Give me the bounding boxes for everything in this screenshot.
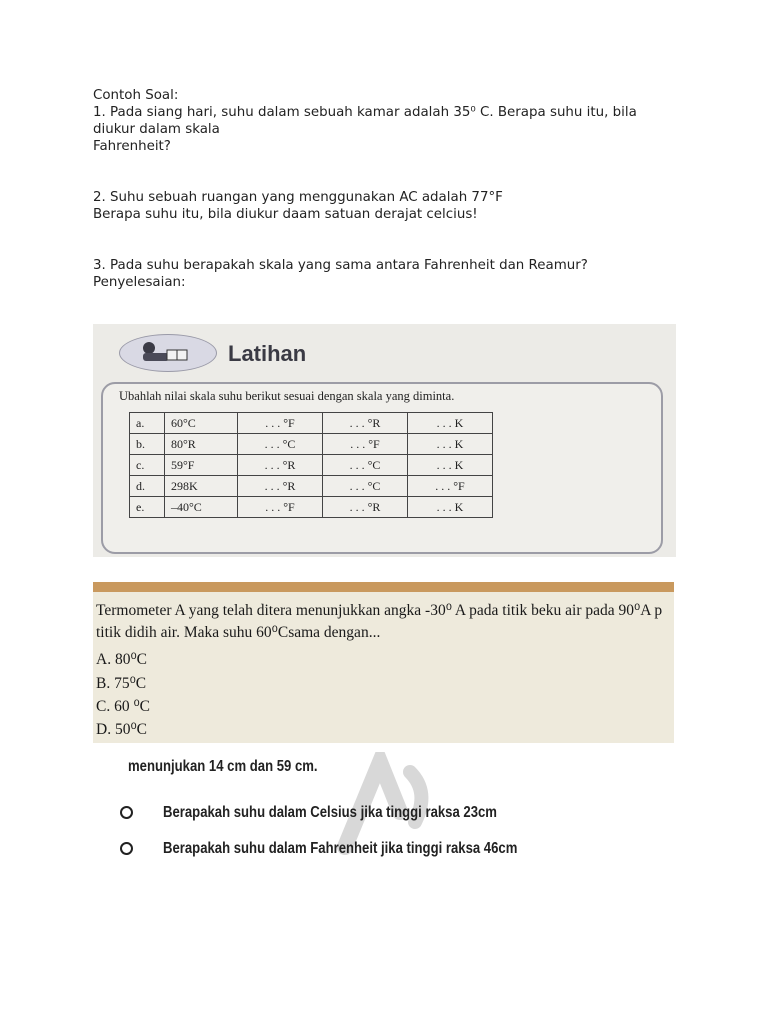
raksa-question-image <box>120 752 560 872</box>
table-cell: 298K <box>165 476 238 497</box>
termometer-line-1: Termometer A yang telah ditera menunjukkan angka -30⁰ A pada titik beku air pada 90⁰A p <box>96 602 663 619</box>
table-cell: . . . K <box>408 455 493 476</box>
table-row <box>130 413 493 434</box>
table-cell: a. <box>130 413 165 434</box>
question-2-line-2: Berapa suhu itu, bila diukur daam satuan derajat celcius! <box>93 207 478 222</box>
table-cell: . . . K <box>408 434 493 455</box>
table-row <box>130 455 493 476</box>
raksa-item-2: Berapakah suhu dalam Fahrenheit jika tinggi raksa 46cm <box>120 840 595 858</box>
question-1-line-1: 1. Pada siang hari, suhu dalam sebuah kamar adalah 35⁰ C. Berapa suhu itu, bila <box>93 105 637 120</box>
option-c: C. 60 ⁰C <box>96 698 151 715</box>
question-1-line-2: diukur dalam skala <box>93 122 220 137</box>
table-cell: . . . °R <box>238 455 323 476</box>
table-cell: . . . °R <box>238 476 323 497</box>
question-1-line-3: Fahrenheit? <box>93 139 171 154</box>
table-row <box>130 497 493 518</box>
latihan-title: Latihan <box>228 341 307 366</box>
table-cell: 80°R <box>165 434 238 455</box>
table-cell: c. <box>130 455 165 476</box>
question-3-line-2: Penyelesaian: <box>93 275 186 290</box>
latihan-instruction: Ubahlah nilai skala suhu berikut sesuai dengan skala yang diminta. <box>119 389 455 403</box>
table-cell: . . . °F <box>238 413 323 434</box>
question-3-line-1: 3. Pada suhu berapakah skala yang sama antara Fahrenheit dan Reamur? <box>93 258 588 273</box>
termometer-question-image <box>93 582 674 743</box>
table-cell: . . . °F <box>323 434 408 455</box>
table-cell: e. <box>130 497 165 518</box>
table-cell: . . . °C <box>323 476 408 497</box>
table-cell: . . . °C <box>238 434 323 455</box>
raksa-heading: menunjukan 14 cm dan 59 cm. <box>128 758 318 775</box>
bullet-icon <box>120 842 133 855</box>
latihan-image <box>93 324 676 557</box>
raksa-item-1: Berapakah suhu dalam Celsius jika tinggi raksa 23cm <box>120 804 570 822</box>
option-b: B. 75⁰C <box>96 675 147 692</box>
bullet-icon <box>120 806 133 819</box>
table-cell: 60°C <box>165 413 238 434</box>
table-cell: . . . °R <box>323 413 408 434</box>
option-a: A. 80⁰C <box>96 651 147 668</box>
question-2-line-1: 2. Suhu sebuah ruangan yang menggunakan AC adalah 77°F <box>93 190 503 205</box>
table-cell: . . . °C <box>323 455 408 476</box>
intro-text <box>93 87 693 291</box>
termometer-question <box>96 600 674 644</box>
table-cell: . . . K <box>408 497 493 518</box>
table-cell: d. <box>130 476 165 497</box>
table-cell: . . . °F <box>238 497 323 518</box>
table-cell: –40°C <box>165 497 238 518</box>
table-row <box>130 476 493 497</box>
table-cell: . . . K <box>408 413 493 434</box>
termometer-line-2: titik didih air. Maka suhu 60⁰Csama dengan... <box>96 624 381 641</box>
option-d: D. 50⁰C <box>96 721 147 738</box>
cropped-header-strip <box>93 582 674 592</box>
table-cell: . . . °R <box>323 497 408 518</box>
conversion-table <box>129 412 493 518</box>
table-cell: 59°F <box>165 455 238 476</box>
table-cell: b. <box>130 434 165 455</box>
intro-heading: Contoh Soal: <box>93 88 179 103</box>
student-reading-icon <box>129 338 199 366</box>
table-cell: . . . °F <box>408 476 493 497</box>
table-row <box>130 434 493 455</box>
